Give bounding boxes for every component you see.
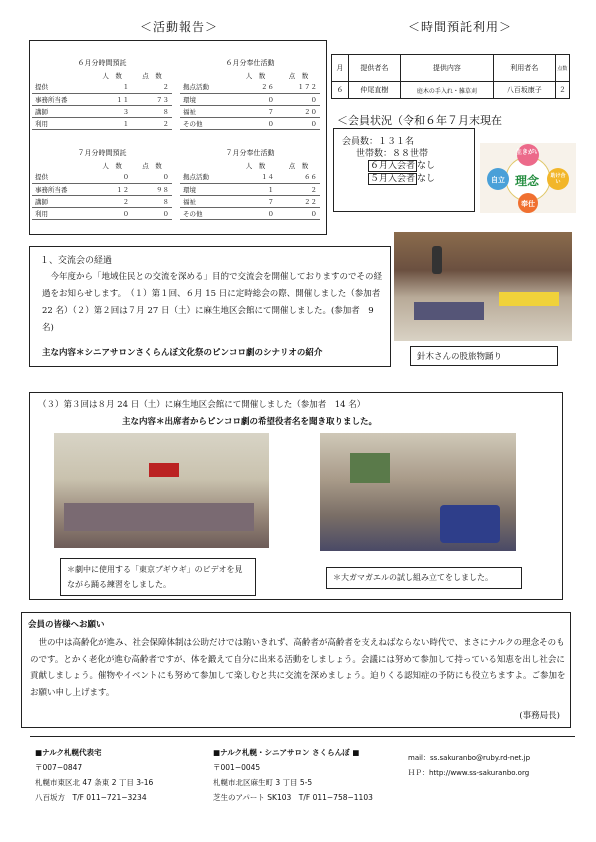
col-header: 人 数 (102, 71, 122, 80)
col-header: 点 数 (288, 161, 309, 170)
org1-contact: 八百坂方 T/F 011−721−3234 (35, 793, 147, 802)
table-header-row: 月 提供者名 提供内容 利用者名 点数 (332, 55, 570, 82)
table-row: 事務所当番 １２ ９８ (32, 183, 172, 195)
third-meeting-panel (29, 392, 563, 600)
col-header: 人 数 (102, 161, 122, 170)
col-header: 点 数 (288, 71, 309, 80)
mail-link[interactable]: mail：ss.sakuranbo@ruby.rd-net.jp (408, 754, 531, 762)
logo-label-left: 自立 (491, 176, 505, 184)
frog-costume-shape (440, 505, 500, 543)
logo-label-center: 理念 (515, 174, 540, 188)
logo-label-top: 生きがい (516, 149, 541, 156)
logo-label-right: 助け合い (550, 173, 566, 185)
dance-practice-caption: ＊劇中に使用する「東京ブギウギ」のビデオを見ながら踊る練習をしました。 (60, 558, 256, 596)
table-row: 拠点活動 １４ ６６ (180, 171, 320, 183)
table-row: 環境 ０ ０ (180, 93, 320, 105)
org2-block (213, 745, 373, 805)
col-header: 人 数 (245, 71, 266, 80)
table-june-time-deposit (32, 57, 172, 130)
org2-name: ■ナルク札幌・シニアサロン さくらんぼ ■ (213, 748, 360, 757)
activity-report-panel (29, 40, 327, 235)
table-row: 環境 １ ２ (180, 183, 320, 195)
table-row: 提供 ０ ０ (32, 171, 172, 183)
time-deposit-usage-table (331, 54, 570, 99)
frog-assembly-photo (320, 433, 516, 551)
logo-label-bottom: 奉仕 (521, 200, 535, 208)
table-row: 講師 ３ ８ (32, 105, 172, 117)
org2-zip: 〒001−0045 (213, 763, 261, 772)
org2-contact: 芝生のアパート SK103 T/F 011−758−1103 (213, 793, 373, 802)
nalc-philosophy-logo (480, 143, 576, 213)
table-july-time-deposit (32, 147, 172, 220)
stage-props-shape (350, 453, 390, 483)
request-body: 世の中は高齢化が進み、社会保障体制は公助だけでは賄いきれず、高齢者が高齢者を支えねばならない時代で、まさにナルクの理念そのものです。とかく老化が進む高齢者ですが、体を鍛えて自分に出来る活動をしましょう。会議には努めて参加して持っている知恵を出し社会に貢献しましょう。催物やイベントにも努めて参加して楽しむと共に交流を深めましょう。迫りくる認知症の予防にも役立ちますよ。ご参加をお願い申し上げます。 (30, 638, 566, 698)
activity-report-heading: ＜活動報告＞ (140, 20, 219, 34)
table-row: ６ 仲尾直樹 庭木の手入れ・雑草刈 八百坂康子 ２ (332, 82, 570, 99)
org1-zip: 〒007−0847 (35, 763, 83, 772)
footer (30, 736, 575, 816)
table-row: 提供 １ ２ (32, 81, 172, 93)
col-header: 点 数 (142, 71, 162, 80)
dance-photo (394, 232, 572, 341)
time-deposit-heading: ＜時間預託利用＞ (408, 20, 513, 34)
exchange-main-content: 主な内容＊シニアサロンさくらんぼ文化祭のピンコロ劇のシナリオの紹介 (42, 348, 323, 358)
members-count: 会員数：１３１名 (342, 137, 415, 147)
may-joined: ５月入会者 なし (370, 174, 436, 184)
request-signature: (事務局長) (519, 711, 560, 721)
seated-people-shapes (64, 503, 254, 531)
table-june-volunteer (180, 57, 320, 130)
third-meeting-main-content: 主な内容＊出席者からピンコロ劇の希望役者名を聞き取りました。 (122, 417, 378, 427)
june-joined: ６月入会者 なし (370, 161, 436, 171)
exchange-meeting-panel (29, 246, 391, 367)
exchange-heading: １、交流会の経過 (40, 256, 113, 266)
table-row: 福祉 ７ ２２ (180, 195, 320, 207)
col-header: 点 数 (142, 161, 162, 170)
org1-name: ■ナルク札幌代表宅 (35, 748, 102, 757)
membership-heading: ＜会員状況（令和６年７月末現在 (337, 114, 502, 127)
org1-block (35, 745, 153, 805)
request-panel (21, 612, 571, 728)
table-caption: ６月分時間預託 (77, 59, 127, 67)
table-caption: ７月分奉仕活動 (225, 149, 275, 157)
table-row: 福祉 ７ ２０ (180, 105, 320, 117)
org2-address: 札幌市北区麻生町 3 丁目 5-5 (213, 778, 313, 787)
households-count: 世帯数：８８世帯 (356, 149, 429, 159)
table-row: 事務所当番 １１ ７３ (32, 93, 172, 105)
homepage-link[interactable]: ＨＰ：http://www.ss-sakuranbo.org (408, 769, 530, 777)
audience-shapes (414, 302, 484, 320)
table-row: 講師 ２ ８ (32, 195, 172, 207)
dance-photo-caption: 針木さんの股旅物踊り (410, 346, 558, 366)
audience-shapes (499, 292, 559, 306)
table-row: その他 ０ ０ (180, 117, 320, 129)
table-caption: ６月分奉仕活動 (225, 59, 275, 67)
col-header: 人 数 (245, 161, 266, 170)
dance-practice-photo (54, 433, 269, 548)
membership-panel (333, 128, 475, 212)
request-title: 会員の皆様へお願い (28, 620, 105, 630)
dancer-figure (432, 246, 442, 274)
org1-address: 札幌市東区北 47 条東 2 丁目 3-16 (35, 778, 154, 787)
screen-shape (149, 463, 179, 477)
table-caption: ７月分時間預託 (77, 149, 127, 157)
table-july-volunteer (180, 147, 320, 220)
table-row: その他 ０ ０ (180, 207, 320, 219)
table-row: 利用 １ ２ (32, 117, 172, 129)
table-row: 拠点活動 ２６ １７２ (180, 81, 320, 93)
table-row: 利用 ０ ０ (32, 207, 172, 219)
exchange-body: 今年度から「地域住民との交流を深める」目的で交流会を開催しておりますのでその経過をお知らせします。 （１）第１回、６月 15 日に定時総会の際、開催しました（参加者 22 名）（２）第２回は７月 27 日（土）に麻生地区会館にて開催しました。(参加者 9 名) (42, 272, 383, 333)
third-meeting-line: （３）第３回は８月 24 日（土）に麻生地区会館にて開催しました（参加者 14 名） (38, 400, 366, 410)
web-block (408, 751, 530, 781)
frog-assembly-caption: ＊大ガマガエルの試し組み立てをしました。 (326, 567, 522, 589)
